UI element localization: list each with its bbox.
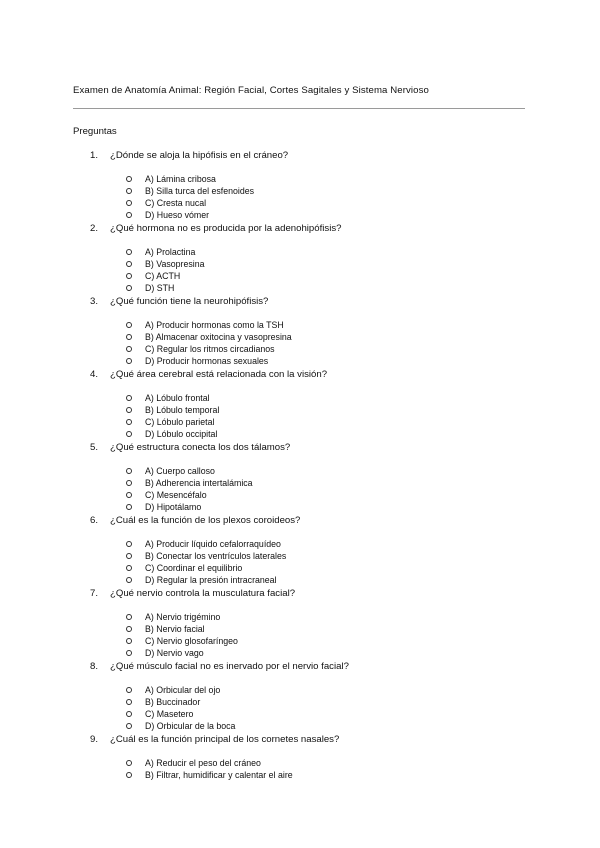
question-number: 3. — [90, 296, 99, 307]
circle-bullet-icon — [126, 212, 132, 218]
answer-option-text: A) Reducir el peso del cráneo — [145, 758, 261, 768]
question-text: ¿Cuál es la función principal de los cornetes nasales? — [110, 734, 340, 745]
question-text: ¿Qué estructura conecta los dos tálamos? — [110, 442, 291, 453]
question-text: ¿Dónde se aloja la hipófisis en el cráneo? — [110, 150, 289, 161]
circle-bullet-icon — [126, 772, 132, 778]
circle-bullet-icon — [126, 334, 132, 340]
circle-bullet-icon — [126, 200, 132, 206]
question-text: ¿Qué área cerebral está relacionada con la visión? — [110, 369, 328, 380]
question-text: ¿Qué músculo facial no es inervado por el nervio facial? — [110, 661, 349, 672]
circle-bullet-icon — [126, 285, 132, 291]
circle-bullet-icon — [126, 638, 132, 644]
circle-bullet-icon — [126, 419, 132, 425]
question-item — [0, 223, 600, 296]
question-number: 2. — [90, 223, 99, 234]
circle-bullet-icon — [126, 760, 132, 766]
answer-option-text: D) Lóbulo occipital — [145, 429, 218, 439]
answer-option-text: B) Vasopresina — [145, 259, 205, 269]
question-number: 7. — [90, 588, 99, 599]
answer-option-text: D) Regular la presión intracraneal — [145, 575, 277, 585]
circle-bullet-icon — [126, 614, 132, 620]
question-item — [0, 588, 600, 661]
section-heading: Preguntas — [73, 126, 117, 137]
circle-bullet-icon — [126, 687, 132, 693]
answer-option-text: C) Lóbulo parietal — [145, 417, 215, 427]
answer-option-text: C) Masetero — [145, 709, 194, 719]
circle-bullet-icon — [126, 346, 132, 352]
answer-option-text: D) Producir hormonas sexuales — [145, 356, 269, 366]
answer-option-text: C) Cresta nucal — [145, 198, 207, 208]
circle-bullet-icon — [126, 261, 132, 267]
question-item — [0, 442, 600, 515]
answer-option-text: C) Regular los ritmos circadianos — [145, 344, 275, 354]
answer-option-text: B) Nervio facial — [145, 624, 205, 634]
circle-bullet-icon — [126, 626, 132, 632]
circle-bullet-icon — [126, 650, 132, 656]
circle-bullet-icon — [126, 176, 132, 182]
answer-option-text: D) Orbicular de la boca — [145, 721, 236, 731]
answer-option-text: B) Almacenar oxitocina y vasopresina — [145, 332, 292, 342]
answer-option-text: C) ACTH — [145, 271, 181, 281]
circle-bullet-icon — [126, 322, 132, 328]
answer-option-text: B) Conectar los ventrículos laterales — [145, 551, 287, 561]
question-number: 1. — [90, 150, 99, 161]
answer-option-text: B) Lóbulo temporal — [145, 405, 220, 415]
circle-bullet-icon — [126, 565, 132, 571]
circle-bullet-icon — [126, 492, 132, 498]
question-item — [0, 150, 600, 223]
answer-option-text: A) Lámina cribosa — [145, 174, 216, 184]
answer-option-text: A) Producir hormonas como la TSH — [145, 320, 284, 330]
circle-bullet-icon — [126, 553, 132, 559]
answer-option-text: A) Cuerpo calloso — [145, 466, 215, 476]
question-item — [0, 369, 600, 442]
circle-bullet-icon — [126, 723, 132, 729]
circle-bullet-icon — [126, 358, 132, 364]
question-text: ¿Qué nervio controla la musculatura facial? — [110, 588, 296, 599]
answer-option-text: D) Hueso vómer — [145, 210, 210, 220]
circle-bullet-icon — [126, 699, 132, 705]
circle-bullet-icon — [126, 541, 132, 547]
question-item — [0, 734, 600, 807]
answer-option-text: A) Lóbulo frontal — [145, 393, 210, 403]
circle-bullet-icon — [126, 711, 132, 717]
question-list — [0, 150, 600, 807]
question-item — [0, 661, 600, 734]
answer-option-text: C) Mesencéfalo — [145, 490, 207, 500]
question-item — [0, 296, 600, 369]
circle-bullet-icon — [126, 480, 132, 486]
question-text: ¿Qué función tiene la neurohipófisis? — [110, 296, 269, 307]
circle-bullet-icon — [126, 577, 132, 583]
circle-bullet-icon — [126, 249, 132, 255]
answer-option-text: C) Coordinar el equilibrio — [145, 563, 243, 573]
question-number: 5. — [90, 442, 99, 453]
answer-option-text: D) Hipotálamo — [145, 502, 202, 512]
answer-option-text: A) Orbicular del ojo — [145, 685, 221, 695]
question-number: 4. — [90, 369, 99, 380]
question-text: ¿Cuál es la función de los plexos coroideos? — [110, 515, 301, 526]
answer-option-text: B) Filtrar, humidificar y calentar el aire — [145, 770, 293, 780]
document-title: Examen de Anatomía Animal: Región Facial, Cortes Sagitales y Sistema Nervioso — [73, 85, 429, 96]
answer-option-text: B) Buccinador — [145, 697, 201, 707]
question-number: 9. — [90, 734, 99, 745]
answer-option-text: B) Silla turca del esfenoides — [145, 186, 255, 196]
answer-option-text: A) Prolactina — [145, 247, 196, 257]
answer-option-text: A) Nervio trigémino — [145, 612, 221, 622]
circle-bullet-icon — [126, 273, 132, 279]
question-number: 8. — [90, 661, 99, 672]
answer-option-text: D) Nervio vago — [145, 648, 204, 658]
circle-bullet-icon — [126, 468, 132, 474]
answer-option-text: B) Adherencia intertalámica — [145, 478, 253, 488]
question-number: 6. — [90, 515, 99, 526]
circle-bullet-icon — [126, 407, 132, 413]
answer-option-text: A) Producir líquido cefalorraquídeo — [145, 539, 281, 549]
question-item — [0, 515, 600, 588]
answer-option-text: D) STH — [145, 283, 175, 293]
circle-bullet-icon — [126, 188, 132, 194]
question-text: ¿Qué hormona no es producida por la adenohipófisis? — [110, 223, 342, 234]
circle-bullet-icon — [126, 431, 132, 437]
title-divider — [73, 108, 525, 109]
circle-bullet-icon — [126, 395, 132, 401]
answer-option-text: C) Nervio glosofaríngeo — [145, 636, 238, 646]
circle-bullet-icon — [126, 504, 132, 510]
